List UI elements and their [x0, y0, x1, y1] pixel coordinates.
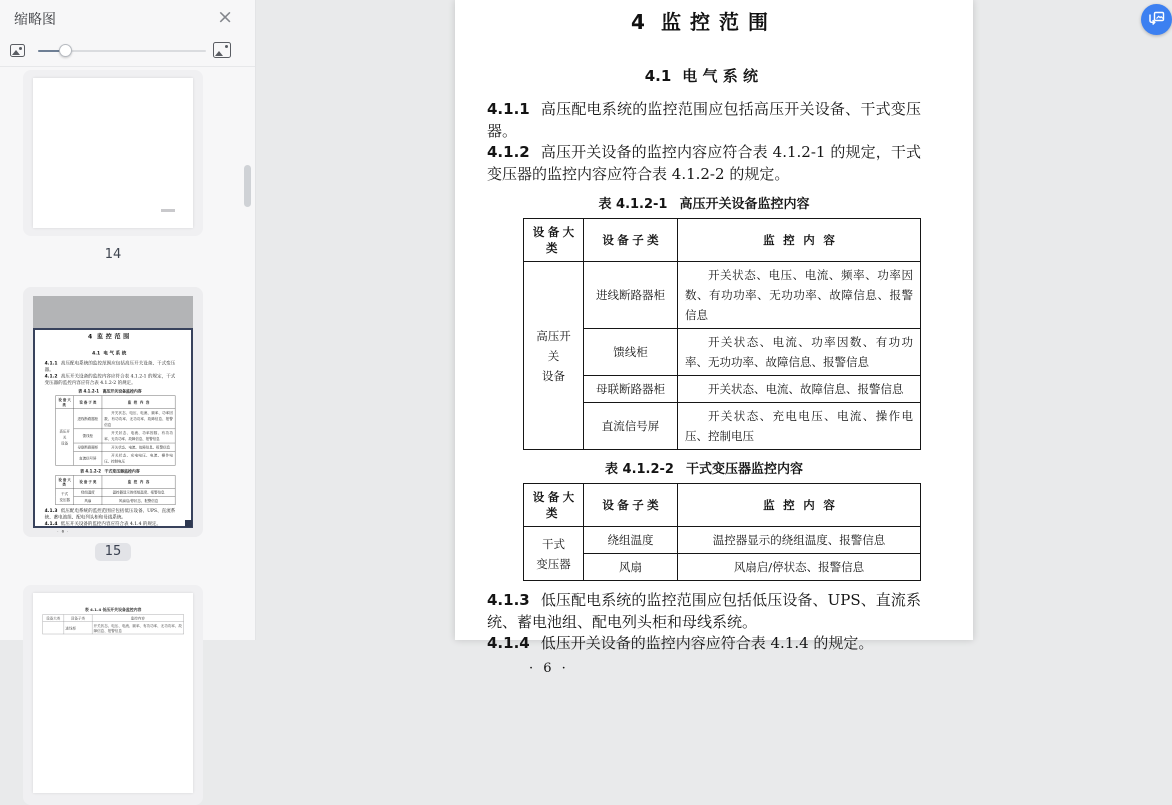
paragraph-4-1-3: 4.1.3 低压配电系统的监控范围应包括低压设备、UPS、直流系统、蓄电池组、配电列头柜和母线系统。 [487, 591, 921, 631]
content-cell: 开关状态、电压、电流、频率、功率因数、有功功率、无功功率、故障信息、报警信息 [678, 262, 921, 329]
table-row [524, 262, 921, 329]
table-row [524, 554, 921, 581]
paragraph-4-1-4: 4.1.4 低压开关设备的监控内容应符合表 4.1.4 的规定。 [487, 634, 874, 652]
table-row [524, 527, 921, 554]
content-cell: 温控器显示的绕组温度、报警信息 [678, 527, 921, 554]
page-15-offscreen-band [33, 296, 193, 328]
category-cell: 高压开关 设备 [524, 262, 584, 450]
page-14-preview [33, 78, 193, 228]
category-cell: 干式 变压器 [524, 527, 584, 581]
page-14-footer-mark [161, 209, 175, 212]
panel-title: 缩略图 [14, 12, 56, 28]
thumbnail-panel-header [0, 0, 255, 36]
page-label-15: 15 [23, 543, 203, 561]
thumbnail-size-slider[interactable] [38, 36, 206, 67]
thumbnail-card-page-15-selected[interactable] [23, 287, 203, 537]
content-cell: 开关状态、电流、故障信息、报警信息 [678, 376, 921, 403]
document-viewer [257, 0, 1170, 676]
table-row [524, 403, 921, 450]
paragraph-4-1-2: 4.1.2 高压开关设备的监控内容应符合表 4.1.2-1 的规定，干式变压器的监控内容应符合表 4.1.2-2 的规定。 [487, 143, 921, 183]
section-heading: 4.1 电气系统 [644, 67, 764, 85]
chapter-heading: 4 监控范围 [631, 10, 777, 34]
col-header: 监控内容 [678, 484, 921, 527]
paragraph-4-1-1: 4.1.1 高压配电系统的监控范围应包括高压开关设备、干式变压器。 [487, 100, 921, 140]
table-row [524, 376, 921, 403]
monitoring-table-hv-switchgear [523, 218, 921, 450]
slider-handle[interactable] [59, 44, 72, 57]
document-page [455, 0, 973, 676]
thumbnail-panel [0, 0, 256, 640]
table-1-caption: 表 4.1.2-1 高压开关设备监控内容 [598, 197, 810, 212]
col-header: 设备子类 [584, 484, 678, 527]
float-window-button[interactable] [1141, 4, 1172, 35]
viewport-corner-handle[interactable] [185, 520, 192, 527]
subtype-cell: 风扇 [584, 554, 678, 581]
col-header: 设备子类 [584, 219, 678, 262]
small-image-icon[interactable] [10, 44, 25, 57]
viewport-indicator[interactable]: 4 监控范围 4.1 电气系统 4.1.1 高压配电系统的监控范围应包括高压开关设备、干式变压器。 4.1.2 高压开关设备的监控内容应符合表 4.1.2-1 的规定，干式变压器的监控内容应符合表 4.1.2-2 的规定。 表 4.1.2-1 高压开关设备监控内容 设备大类 设备子类 监控内容 高压开关 设备 进线断路器柜 开关状态、电压、电流、频率、功率因数、有功功率、无功功率、故障信息、报警信息 馈线柜 开关状态、电流、功率因数、有功功率、无功功率、故障信息、报警信息 母联断路器柜 开关状态、电流、故障信息、报警信息 直流信号屏 开关状态、充电电压、电流、操作电压、控制电压 表 4.1.2-2 干式变压器监控内容 设备大类 设备子类 监控内容 干式 变压器 绕组温度 温控器显示的绕组温度、报警信息 风扇 风扇启/停状态、报警信息 4.1.3 低压配电系统的监控范围应包括低压设备、UPS、直流系统、蓄电池组、配电列头柜和母线系统。 4.1.4 低压开关设备的监控内容应符合表 4.1.4 的规定。 · 6 · [33, 328, 193, 528]
table-row [524, 329, 921, 376]
monitoring-table-dry-transformer [523, 483, 921, 581]
subtype-cell: 馈线柜 [584, 329, 678, 376]
sidebar-scrollbar-thumb[interactable] [244, 165, 251, 207]
table-header-row [524, 219, 921, 262]
close-icon[interactable]: × [217, 6, 233, 28]
content-cell: 开关状态、充电电压、电流、操作电压、控制电压 [678, 403, 921, 450]
content-cell: 开关状态、电流、功率因数、有功功率、无功功率、故障信息、报警信息 [678, 329, 921, 376]
page-footer: · 6 · [529, 660, 569, 676]
page-16-preview: 表 4.1.4 低压开关设备监控内容 设备大类 设备子类 监控内容 进线柜 开关状态、电压、电流、频率、有功功率、无功功率、故障信息、报警信息 [33, 593, 193, 793]
subtype-cell: 绕组温度 [584, 527, 678, 554]
col-header: 设备大类 [524, 484, 584, 527]
table-2-caption: 表 4.1.2-2 干式变压器监控内容 [605, 462, 803, 477]
thumbnail-size-toolbar [0, 36, 255, 67]
thumbnail-card-page-16[interactable] [23, 585, 203, 805]
large-image-icon[interactable] [213, 42, 231, 58]
thumbnail-list [0, 67, 255, 640]
thumbnail-card-page-14[interactable] [23, 70, 203, 236]
subtype-cell: 直流信号屏 [584, 403, 678, 450]
subtype-cell: 进线断路器柜 [584, 262, 678, 329]
subtype-cell: 母联断路器柜 [584, 376, 678, 403]
col-header: 设备大类 [524, 219, 584, 262]
table-header-row [524, 484, 921, 527]
content-cell: 风扇启/停状态、报警信息 [678, 554, 921, 581]
col-header: 监控内容 [678, 219, 921, 262]
page-label-14: 14 [104, 247, 122, 262]
